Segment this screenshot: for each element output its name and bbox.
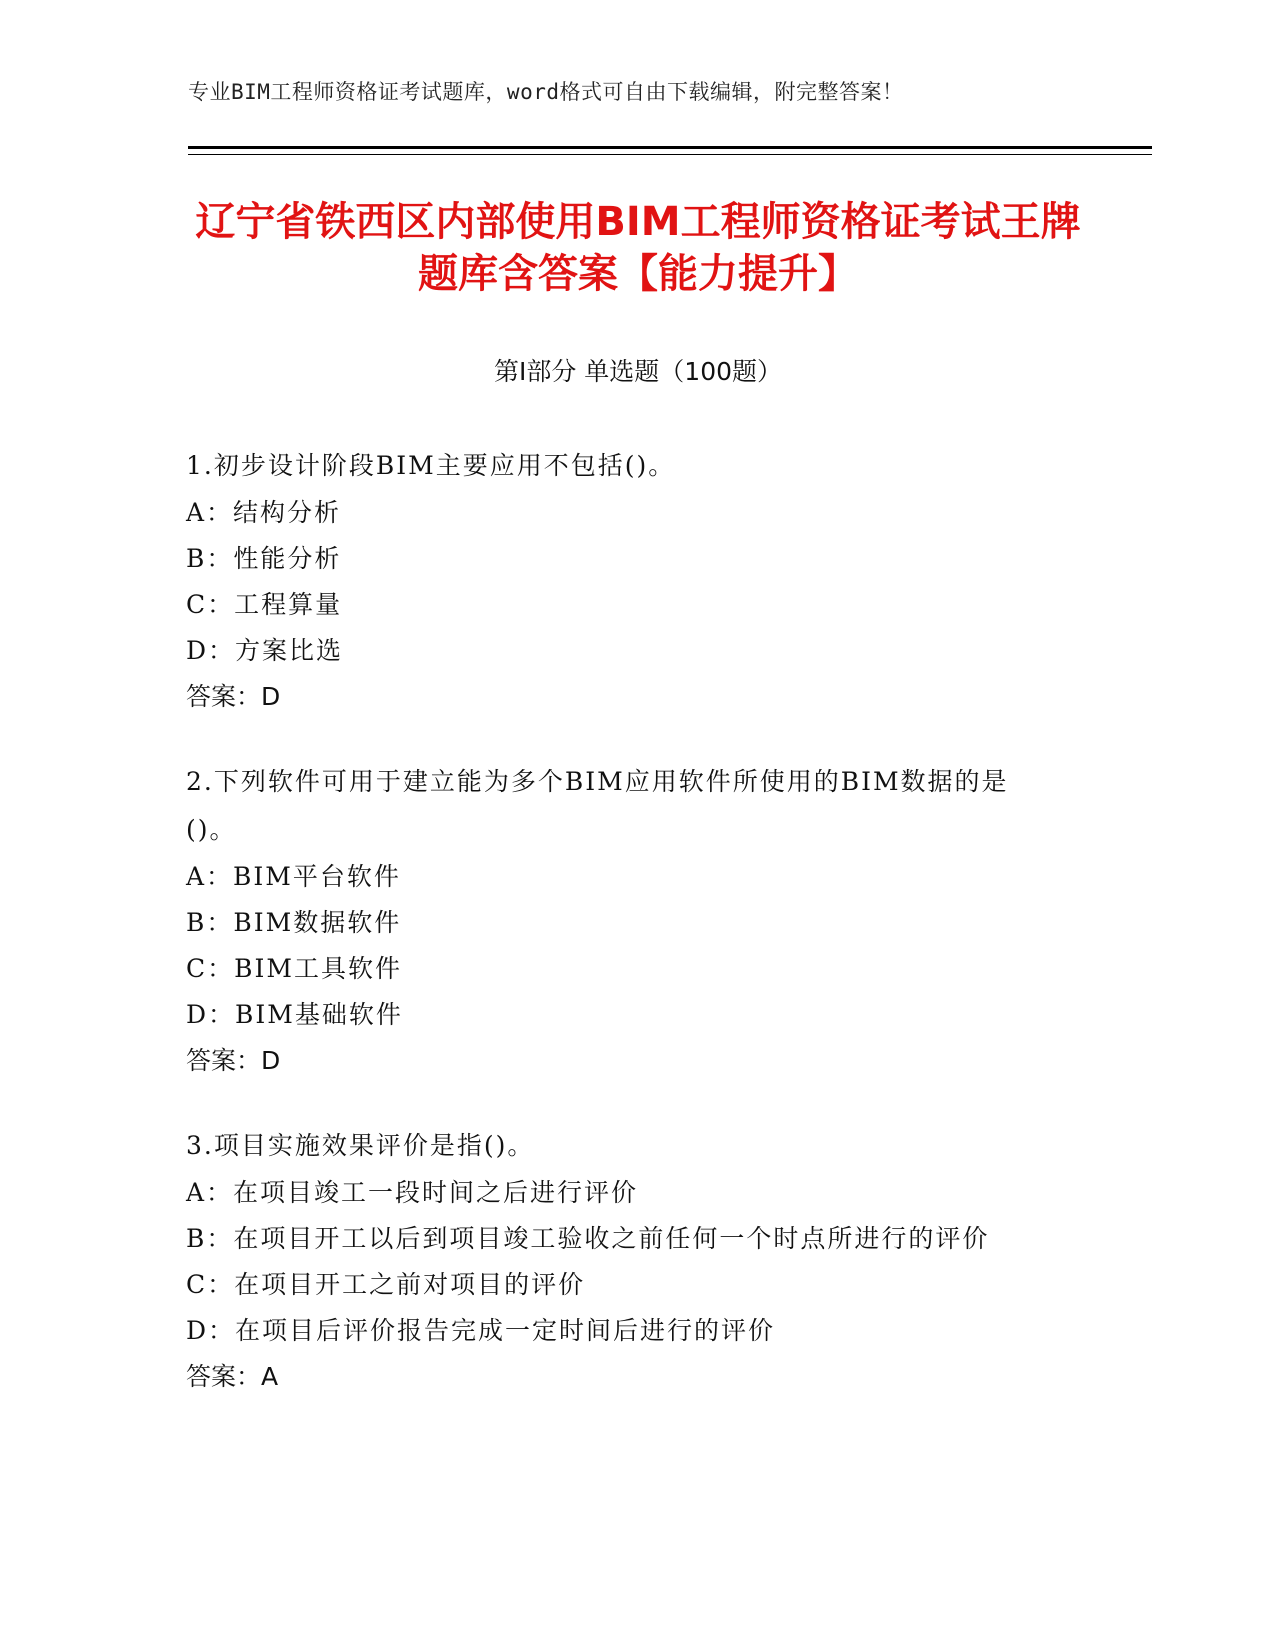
option-c: C：在项目开工之前对项目的评价 [186, 1270, 586, 1299]
question-stem: 1.初步设计阶段BIM主要应用不包括()。 [186, 451, 676, 480]
question-stem: 2.下列软件可用于建立能为多个BIM应用软件所使用的BIM数据的是()。 [186, 767, 1009, 844]
option-a: A：BIM平台软件 [186, 862, 401, 891]
option-a: A：结构分析 [186, 498, 342, 527]
header-rule-thin [188, 154, 1152, 155]
option-d: D：在项目后评价报告完成一定时间后进行的评价 [186, 1316, 776, 1345]
option-c: C：工程算量 [186, 590, 343, 619]
header-rule-thick [188, 146, 1152, 149]
answer-line: 答案：D [186, 1046, 281, 1075]
question-3 [186, 1122, 1086, 1400]
answer-line: 答案：A [186, 1362, 279, 1391]
option-b: B：性能分析 [186, 544, 342, 573]
document-title: 辽宁省铁西区内部使用BIM工程师资格证考试王牌题库含答案【能力提升】 [195, 199, 1081, 297]
option-b: B：BIM数据软件 [186, 908, 402, 937]
answer-line: 答案：D [186, 682, 281, 711]
option-a: A：在项目竣工一段时间之后进行评价 [186, 1178, 639, 1207]
option-d: D：方案比选 [186, 636, 344, 665]
page-header-text: 专业BIM工程师资格证考试题库，word格式可自由下载编辑，附完整答案！ [188, 80, 904, 104]
question-1 [186, 442, 1086, 720]
question-2 [186, 758, 1086, 1084]
option-c: C：BIM工具软件 [186, 954, 402, 983]
question-list [186, 442, 1086, 1438]
question-stem: 3.项目实施效果评价是指()。 [186, 1131, 535, 1160]
section-heading: 第Ⅰ部分 单选题（100题） [493, 357, 783, 386]
option-d: D：BIM基础软件 [186, 1000, 403, 1029]
option-b: B：在项目开工以后到项目竣工验收之前任何一个时点所进行的评价 [186, 1224, 990, 1253]
